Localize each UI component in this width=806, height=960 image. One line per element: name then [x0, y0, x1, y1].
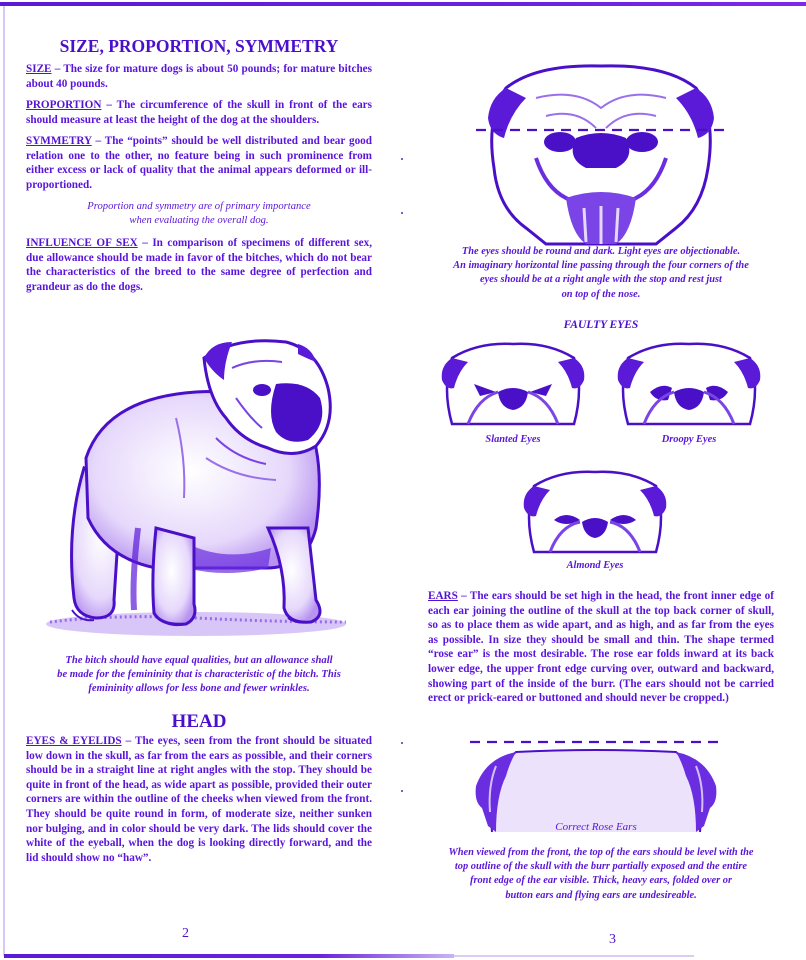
page-number-right: 3	[609, 932, 616, 947]
symmetry-note-line: Proportion and symmetry are of primary importance	[87, 201, 311, 212]
slanted-eyes-label: Slanted Eyes	[485, 434, 541, 445]
influence-of-sex-lead: INFLUENCE OF SEX	[26, 237, 138, 249]
ears-caption	[426, 846, 776, 903]
scan-speck	[401, 158, 403, 160]
ears-caption-line: top outline of the skull with the burr partially exposed and the entire	[454, 861, 748, 873]
page-frame-bottom-rule-faded	[454, 955, 694, 957]
ears-paragraph	[428, 589, 774, 706]
size-lead: SIZE	[26, 63, 52, 75]
ears-lead: EARS	[428, 590, 458, 602]
eyes-caption-line: An imaginary horizontal line passing through the four corners of the	[453, 260, 749, 272]
proportion-text: – The circumference of the skull in front of the ears should measure at least the height of the dog at the shoulders.	[26, 99, 372, 126]
page-number-left: 2	[182, 926, 189, 941]
ears-caption-line: When viewed from the front, the top of the ears should be level with the	[448, 847, 754, 858]
symmetry-paragraph	[26, 134, 372, 192]
size-text: – The size for mature dogs is about 50 pounds; for mature bitches about 40 pounds.	[26, 63, 372, 90]
ears-text: – The ears should be set high in the head, the front inner edge of each ear joining the outline of the skull at the top back corner of skull, so as to place them as wide apart, and as high, and as far from the eyes as possible. In size they should be small and thin. The shape termed “rose ear” is the most desirable. The rose ear folds inward at its back lower edge, the upper front edge curving over, outward and backward, showing part of the inside of the burr. (The ears should not be carried erect or prick-eared or buttoned and should never be cropped.)	[428, 590, 774, 705]
eyes-eyelids-text: – The eyes, seen from the front should be situated low down in the skull, as far from the ears as possible, and their corners should be in a straight line at right angles with the stop. They should be quite in front of the head, as wide apart as possible, provided their outer corners are within the outline of the cheeks when viewed from the front. They should be quite round in form, of moderate size, neither sunken nor bulging, and in color should be very dark. The lids should cover the white of the eyeball, when the dog is looking directly forward, and the lid should show no “haw”.	[26, 735, 372, 864]
bulldog-head-front-illustration	[476, 58, 726, 248]
eyes-eyelids-paragraph	[26, 734, 372, 865]
droopy-eyes-label: Droopy Eyes	[661, 434, 717, 445]
symmetry-note-line: when evaluating the overall dog.	[129, 215, 269, 227]
symmetry-lead: SYMMETRY	[26, 135, 92, 147]
bitch-caption	[26, 654, 372, 697]
faulty-eyes-title: FAULTY EYES	[563, 319, 639, 331]
section-title-size-proportion-symmetry: SIZE, PROPORTION, SYMMETRY	[59, 36, 339, 56]
eyes-eyelids-lead: EYES & EYELIDS	[26, 735, 122, 747]
scan-speck	[401, 742, 403, 744]
proportion-paragraph	[26, 98, 372, 127]
eyes-caption	[426, 245, 776, 302]
symmetry-note	[26, 200, 372, 228]
eyes-caption-line: on top of the nose.	[561, 288, 641, 300]
scan-speck	[401, 790, 403, 792]
ears-caption-line: front edge of the ear visible. Thick, heavy ears, folded over or	[469, 875, 733, 887]
symmetry-text: – The “points” should be well distributed and bear good relation one to the other, no feature being in such prominence from either excess or lack of quality that the animal appears deformed or ill-proportioned.	[26, 135, 372, 191]
bitch-caption-line: femininity allows for less bone and fewer wrinkles.	[88, 683, 310, 695]
slanted-eyes-illustration	[438, 338, 588, 428]
eyes-caption-line: The eyes should be round and dark. Light eyes are objectionable.	[461, 246, 741, 257]
standing-bulldog-illustration	[36, 328, 356, 648]
section-title-head: HEAD	[171, 711, 227, 732]
ears-caption-line: button ears and flying ears are undesireable.	[505, 889, 697, 901]
almond-eyes-label: Almond Eyes	[566, 560, 624, 571]
page-frame-left-rule	[3, 6, 5, 956]
influence-of-sex-paragraph	[26, 236, 372, 294]
rose-ears-label: Correct Rose Ears	[555, 821, 637, 833]
almond-eyes-illustration	[520, 466, 670, 556]
page-frame-top-rule	[0, 2, 806, 6]
eyes-caption-line: eyes should be at a right angle with the stop and rest just	[480, 274, 722, 286]
correct-rose-ears-illustration	[466, 736, 726, 836]
scan-speck	[401, 212, 403, 214]
bitch-caption-line: be made for the femininity that is characteristic of the bitch. This	[57, 669, 341, 681]
page-frame-bottom-rule	[4, 954, 454, 958]
influence-of-sex-text: – In comparison of specimens of different sex, due allowance should be made in favor of the bitches, which do not bear the characteristics of the breed to the same degree of perfection and grandeur as do the dogs.	[26, 237, 372, 293]
size-paragraph	[26, 62, 372, 91]
droopy-eyes-illustration	[614, 338, 764, 428]
proportion-lead: PROPORTION	[26, 99, 102, 111]
bitch-caption-line: The bitch should have equal qualities, but an allowance shall	[65, 655, 333, 666]
